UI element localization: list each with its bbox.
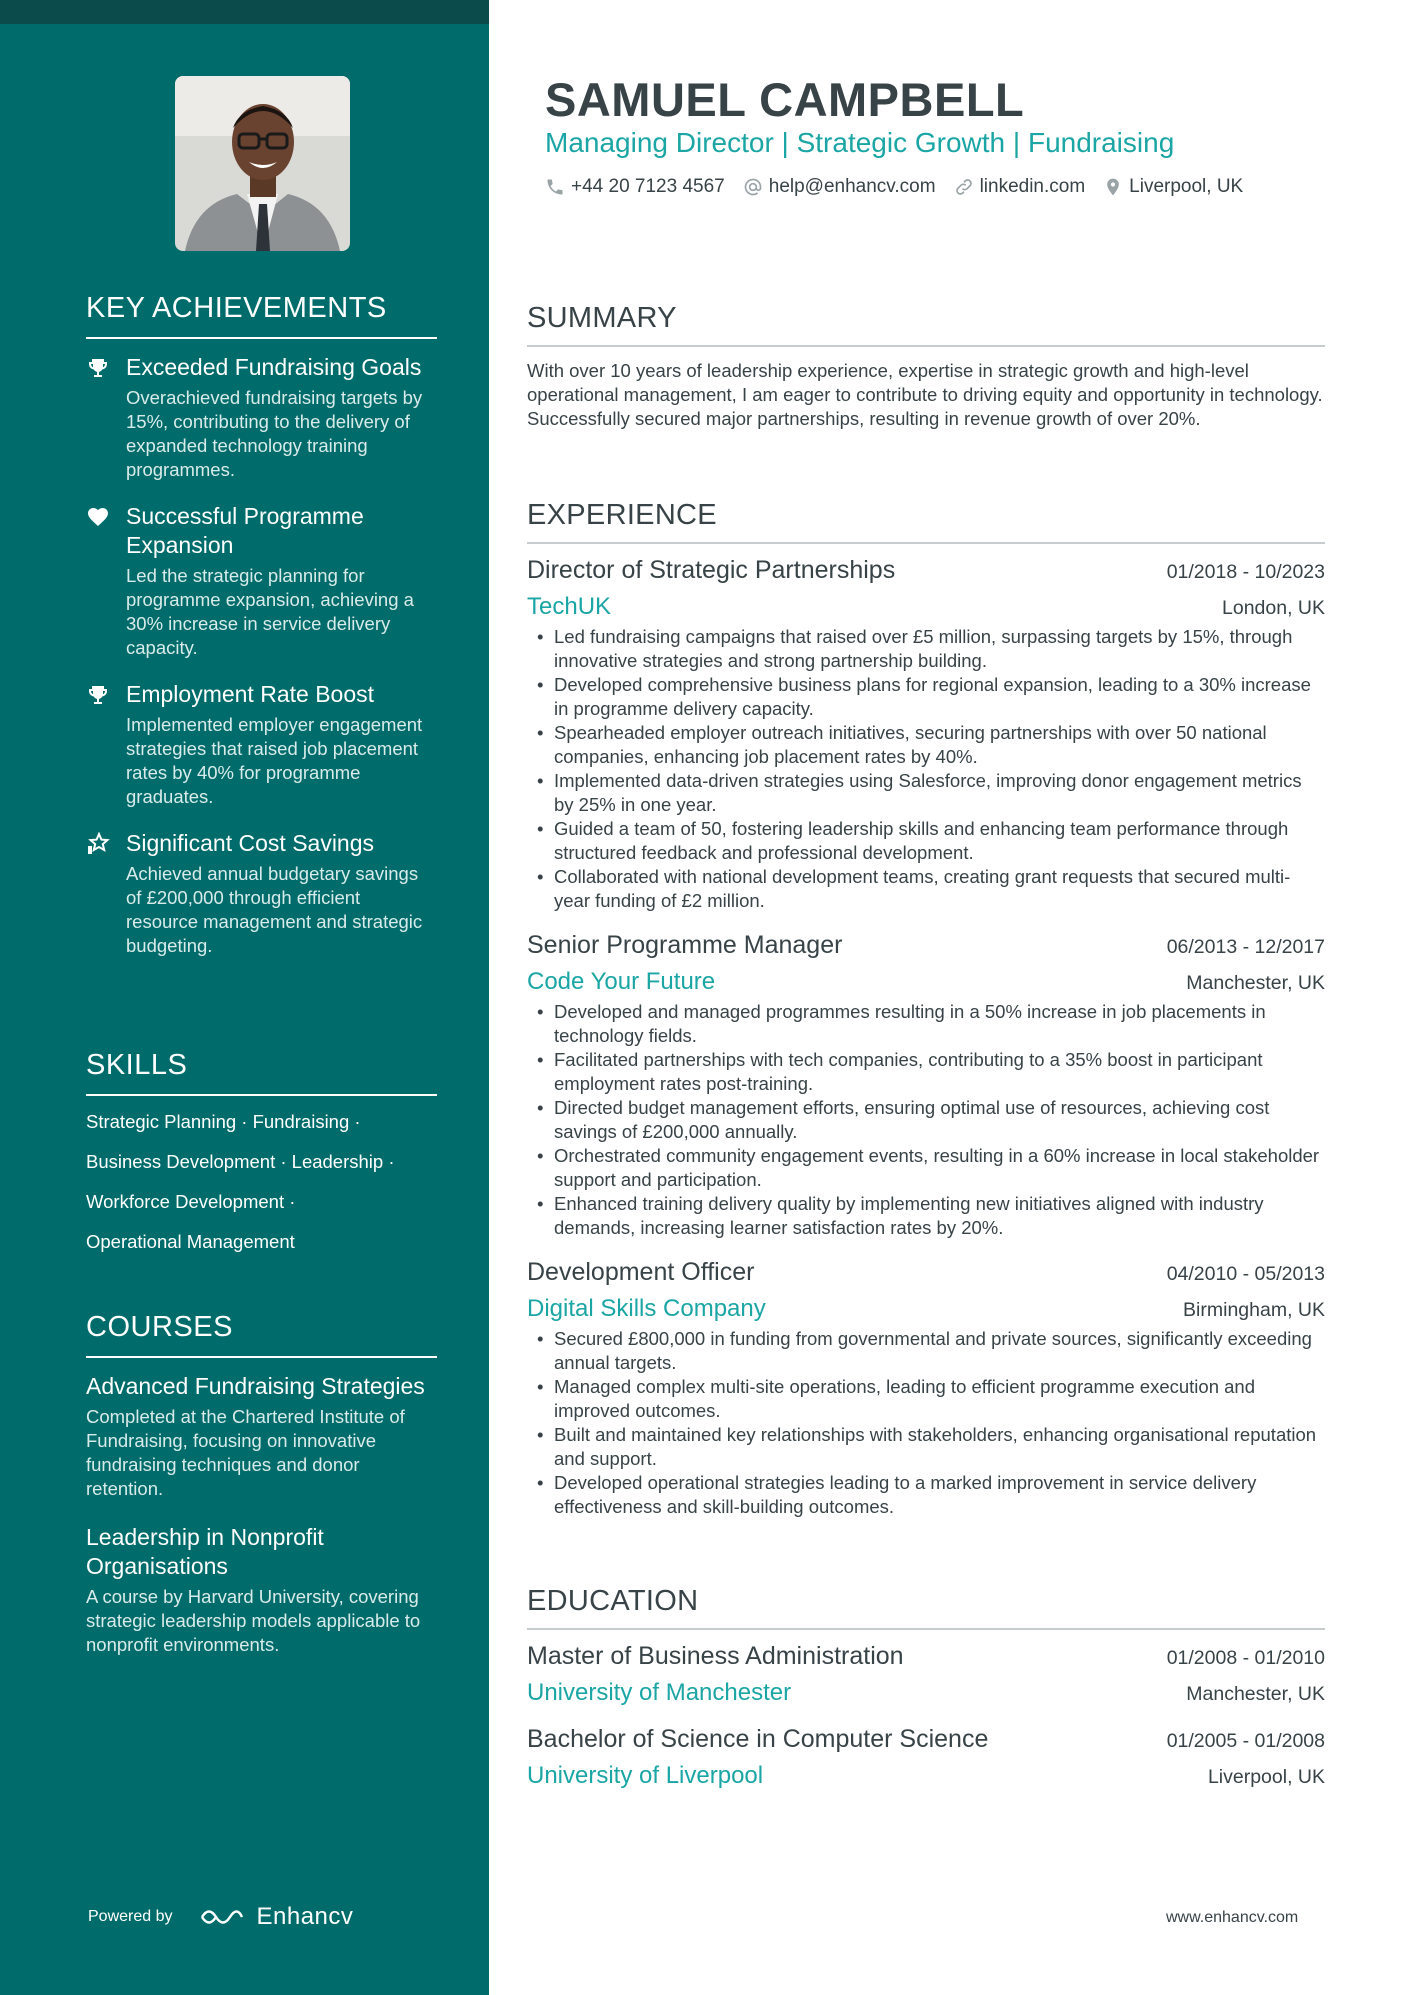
course-desc: Completed at the Chartered Institute of Fundraising, focusing on innovative fundraising techniques and donor retention.	[86, 1406, 405, 1499]
job-bullet: • Spearheaded employer outreach initiatives, securing partnerships with over 50 national companies, enhancing job placement rates by 40%.	[527, 721, 1325, 769]
job-bullet: • Developed and managed programmes resulting in a 50% increase in job placements in technology fields.	[527, 1000, 1325, 1048]
contact-linkedin[interactable]	[954, 176, 1086, 198]
experience-title: EXPERIENCE	[527, 499, 1325, 544]
contact-location-text: Liverpool, UK	[1129, 176, 1244, 197]
contact-phone-text: +44 20 7123 4567	[571, 176, 725, 197]
job-bullet: • Enhanced training delivery quality by implementing new initiatives aligned with industry demands, increasing learner satisfaction rates by 20%.	[527, 1192, 1325, 1240]
contact-row	[545, 176, 1261, 198]
job-location: Manchester, UK	[1186, 972, 1325, 994]
achievements-section	[86, 292, 437, 978]
achievements-title: KEY ACHIEVEMENTS	[86, 292, 437, 339]
contact-linkedin-text[interactable]: linkedin.com	[979, 176, 1086, 197]
education-entry	[527, 1642, 1325, 1707]
job-bullet: • Built and maintained key relationships with stakeholders, enhancing organisational reputation and support.	[527, 1423, 1325, 1471]
job-bullet: • Collaborated with national development teams, creating grant requests that secured multi-year funding of £2 million.	[527, 865, 1325, 913]
achievement-desc: Achieved annual budgetary savings of £200,000 through efficient resource management and strategic budgeting.	[126, 863, 423, 956]
company-name: Code Your Future	[527, 968, 716, 995]
course-item	[86, 1372, 437, 1501]
job-title: Development Officer	[527, 1258, 755, 1286]
education-dates: 01/2008 - 01/2010	[1166, 1647, 1325, 1669]
job-bullet: • Secured £800,000 in funding from governmental and private sources, significantly exceeding annual targets.	[527, 1327, 1325, 1375]
brand-name: Enhancv	[256, 1903, 354, 1930]
heart-icon	[86, 505, 110, 529]
at-icon	[743, 177, 763, 197]
job-entry	[527, 931, 1325, 1240]
achievement-desc: Led the strategic planning for programme expansion, achieving a 30% increase in service delivery capacity.	[126, 565, 414, 658]
job-bullets	[527, 625, 1325, 913]
phone-icon	[545, 177, 565, 197]
education-dates: 01/2005 - 01/2008	[1166, 1730, 1325, 1752]
achievement-title: Significant Cost Savings	[126, 830, 375, 856]
course-item	[86, 1523, 437, 1657]
summary-text: With over 10 years of leadership experience, expertise in strategic growth and high-level operational management, I am eager to contribute to driving equity and opportunity in technology. Successfully secured major partnerships, resulting in revenue growth of over 20%.	[527, 360, 1323, 429]
profile-photo	[175, 76, 350, 251]
job-entry	[527, 1258, 1325, 1519]
contact-location	[1103, 176, 1243, 198]
course-desc: A course by Harvard University, covering strategic leadership models applicable to nonprofit environments.	[86, 1586, 421, 1655]
courses-title: COURSES	[86, 1311, 437, 1358]
achievement-title: Successful Programme Expansion	[126, 503, 364, 558]
skills-title: SKILLS	[86, 1049, 437, 1096]
achievement-item	[86, 502, 437, 660]
school-name: University of Liverpool	[527, 1762, 764, 1789]
achievement-item	[86, 680, 437, 809]
summary-section	[527, 302, 1325, 431]
job-entry	[527, 556, 1325, 913]
job-title: Director of Strategic Partnerships	[527, 556, 896, 584]
degree-title: Master of Business Administration	[527, 1642, 904, 1670]
job-bullet: • Developed comprehensive business plans for regional expansion, leading to a 30% increase in programme delivery capacity.	[527, 673, 1325, 721]
education-entry	[527, 1725, 1325, 1790]
job-title: Senior Programme Manager	[527, 931, 843, 959]
job-bullet: • Guided a team of 50, fostering leadership skills and enhancing team performance through structured feedback and professional development.	[527, 817, 1325, 865]
job-bullet: • Implemented data-driven strategies using Salesforce, improving donor engagement metrics by 25% in one year.	[527, 769, 1325, 817]
course-title: Advanced Fundraising Strategies	[86, 1373, 425, 1399]
skills-section	[86, 1049, 437, 1270]
job-bullet: • Led fundraising campaigns that raised over £5 million, surpassing targets by 15%, through innovative strategies and strong partnership building.	[527, 625, 1325, 673]
candidate-name: SAMUEL CAMPBELL	[545, 73, 1025, 126]
sidebar-top-band	[0, 0, 489, 24]
contact-email-text[interactable]: help@enhancv.com	[768, 176, 936, 197]
powered-by-label: Powered by	[88, 1908, 173, 1925]
summary-title: SUMMARY	[527, 302, 1325, 347]
powered-by	[88, 1903, 353, 1931]
location-pin-icon	[1103, 177, 1123, 197]
skills-line: Workforce Development ·	[86, 1191, 296, 1212]
achievement-title: Employment Rate Boost	[126, 681, 375, 707]
degree-title: Bachelor of Science in Computer Science	[527, 1725, 989, 1753]
sidebar	[0, 0, 489, 1995]
skills-line: Strategic Planning · Fundraising ·	[86, 1111, 361, 1132]
achievement-item	[86, 353, 437, 482]
experience-section	[527, 499, 1325, 1537]
job-dates: 04/2010 - 05/2013	[1166, 1263, 1325, 1285]
job-location: Birmingham, UK	[1183, 1299, 1325, 1321]
job-bullet: • Facilitated partnerships with tech companies, contributing to a 35% boost in participant employment rates post-training.	[527, 1048, 1325, 1096]
trophy-icon	[86, 683, 110, 707]
achievement-desc: Overachieved fundraising targets by 15%, contributing to the delivery of expanded technology training programmes.	[126, 387, 423, 480]
courses-section	[86, 1311, 437, 1679]
job-bullet: • Developed operational strategies leading to a marked improvement in service delivery effectiveness and skill-building outcomes.	[527, 1471, 1325, 1519]
contact-phone	[545, 176, 725, 198]
education-location: Manchester, UK	[1186, 1683, 1325, 1705]
candidate-headline: Managing Director | Strategic Growth | Fundraising	[545, 127, 1175, 158]
achievement-item	[86, 829, 437, 958]
achievement-desc: Implemented employer engagement strategies that raised job placement rates by 40% for programme graduates.	[126, 714, 423, 807]
job-location: London, UK	[1222, 597, 1325, 619]
education-location: Liverpool, UK	[1207, 1766, 1325, 1788]
trophy-icon	[86, 356, 110, 380]
job-dates: 06/2013 - 12/2017	[1166, 936, 1325, 958]
job-bullet: • Managed complex multi-site operations, leading to efficient programme execution and improved outcomes.	[527, 1375, 1325, 1423]
contact-email[interactable]	[743, 176, 936, 198]
company-name: Digital Skills Company	[527, 1295, 766, 1322]
skills-line: Business Development · Leadership ·	[86, 1151, 395, 1172]
job-dates: 01/2018 - 10/2023	[1166, 561, 1325, 583]
job-bullets	[527, 1000, 1325, 1240]
star-hand-icon	[86, 832, 110, 856]
school-name: University of Manchester	[527, 1679, 792, 1706]
skills-line: Operational Management	[86, 1231, 295, 1252]
enhancv-logo-icon	[199, 1904, 245, 1930]
company-name: TechUK	[527, 593, 612, 620]
job-bullet: • Directed budget management efforts, ensuring optimal use of resources, achieving cost savings of £200,000 annually.	[527, 1096, 1325, 1144]
job-bullet: • Orchestrated community engagement events, resulting in a 60% increase in local stakeholder support and participation.	[527, 1144, 1325, 1192]
education-title: EDUCATION	[527, 1585, 1325, 1630]
footer-url[interactable]: www.enhancv.com	[1166, 1909, 1299, 1926]
achievement-title: Exceeded Fundraising Goals	[126, 354, 422, 380]
link-icon	[954, 177, 974, 197]
education-section	[527, 1585, 1325, 1808]
job-bullets	[527, 1327, 1325, 1519]
course-title: Leadership in Nonprofit Organisations	[86, 1524, 324, 1579]
